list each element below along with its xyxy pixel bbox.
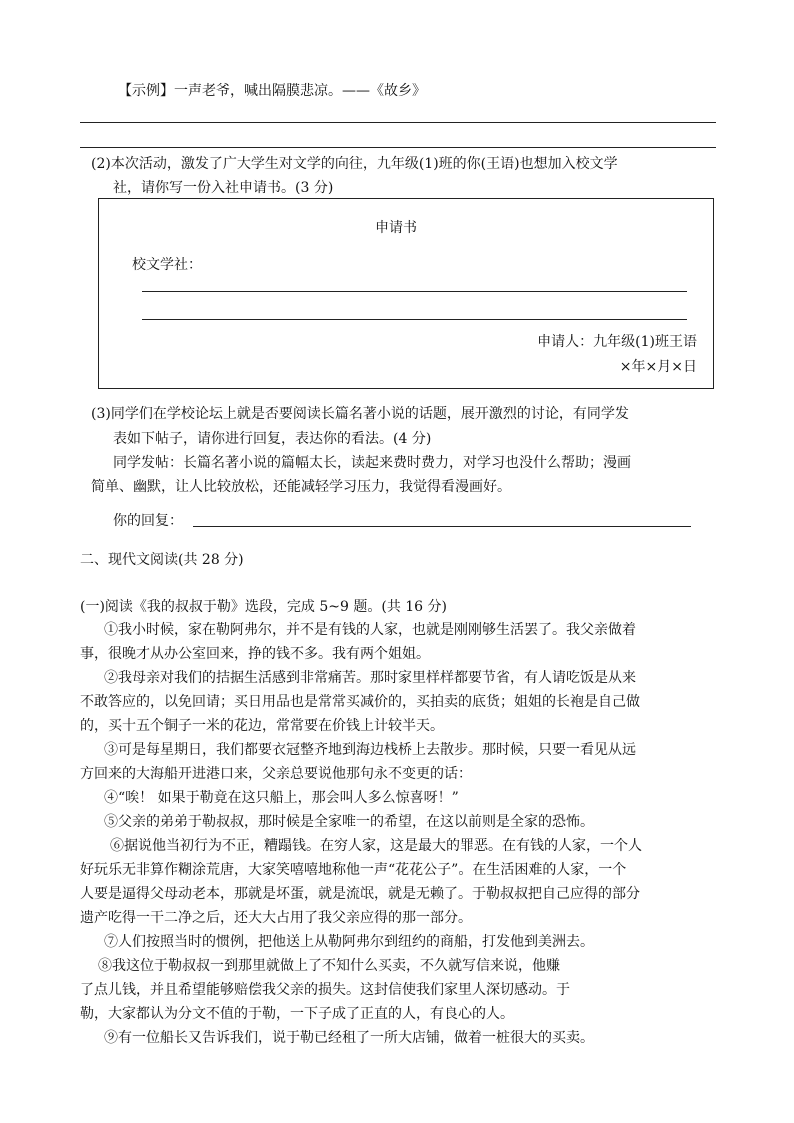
- passage-line: ④“唉！ 如果于勒竟在这只船上，那会叫人多么惊喜呀！”: [104, 790, 459, 806]
- passage-line: 好玩乐无非算作糊涂荒唐，大家笑嘻嘻地称他一声“花花公子”。在生活困难的人家，一个: [80, 862, 627, 878]
- passage-line: ⑨有一位船长又告诉我们，说于勒已经租了一所大店铺，做着一桩很大的买卖。: [104, 1030, 594, 1046]
- q3-line-2: 表如下帖子，请你进行回复，表达你的看法。(4 分): [113, 431, 432, 447]
- letter-date: ×年×月×日: [619, 359, 697, 375]
- q3-post-2: 简单、幽默，让人比较放松，还能减轻学习压力，我觉得看漫画好。: [91, 479, 511, 495]
- q2-line-1: (2)本次活动，激发了广大学生对文学的向往，九年级(1)班的你(王语)也想加入校文学: [91, 156, 618, 172]
- reply-line[interactable]: [193, 526, 691, 527]
- section-2-title: 二、现代文阅读(共 28 分): [80, 552, 244, 568]
- application-letter-box: [98, 198, 714, 389]
- passage-line: 不敢答应的，以免回请；买日用品也是常常买减价的，买拍卖的底货；姐姐的长袍是自己做: [80, 694, 640, 710]
- passage-line: ③可是每星期日，我们都要衣冠整齐地到海边栈桥上去散步。那时候，只要一看见从远: [104, 742, 636, 758]
- letter-title: 申请书: [375, 220, 417, 236]
- passage-line: ⑧我这位于勒叔叔一到那里就做上了不知什么买卖，不久就写信来说，他赚: [98, 958, 560, 974]
- reply-label: 你的回复：: [113, 513, 183, 529]
- reading-intro: (一)阅读《我的叔叔于勒》选段，完成 5~9 题。(共 16 分): [80, 599, 448, 615]
- answer-line-1[interactable]: [80, 122, 716, 123]
- passage-line: 了点儿钱，并且希望能够赔偿我父亲的损失。这封信使我们家里人深切感动。于: [80, 982, 570, 998]
- passage-line: ⑥据说他当初行为不正，糟蹋钱。在穷人家，这是最大的罪恶。在有钱的人家，一个人: [110, 838, 642, 854]
- letter-body-line-2[interactable]: [142, 319, 687, 320]
- letter-body-line-1[interactable]: [142, 291, 687, 292]
- passage-line: 事，很晚才从办公室回来，挣的钱不多。我有两个姐姐。: [80, 646, 430, 662]
- passage-line: 人要是逼得父母动老本，那就是坏蛋，就是流氓，就是无赖了。于勒叔叔把自己应得的部分: [80, 886, 640, 902]
- q2-line-2: 社，请你写一份入社申请书。(3 分): [113, 180, 334, 196]
- passage-line: ②我母亲对我们的拮据生活感到非常痛苦。那时家里样样都要节省，有人请吃饭是从来: [104, 670, 636, 686]
- passage-line: ①我小时候，家在勒阿弗尔，并不是有钱的人家，也就是刚刚够生活罢了。我父亲做着: [104, 622, 636, 638]
- passage-line: 遗产吃得一干二净之后，还大大占用了我父亲应得的那一部分。: [80, 910, 472, 926]
- passage-line: 的，买十五个铜子一米的花边，常常要在价钱上计较半天。: [80, 718, 444, 734]
- passage-line: 方回来的大海船开进港口来，父亲总要说他那句永不变更的话：: [80, 766, 472, 782]
- passage-line: ⑤父亲的弟弟于勒叔叔，那时候是全家唯一的希望，在这以前则是全家的恐怖。: [104, 814, 594, 830]
- letter-salutation: 校文学社：: [132, 257, 202, 273]
- example-line: 【示例】一声老爷，喊出隔膜悲凉。——《故乡》: [118, 83, 426, 99]
- answer-line-2[interactable]: [80, 147, 716, 148]
- q3-post-1: 同学发帖：长篇名著小说的篇幅太长，读起来费时费力，对学习也没什么帮助；漫画: [113, 455, 631, 471]
- q3-line-1: (3)同学们在学校论坛上就是否要阅读长篇名著小说的话题，展开激烈的讨论，有同学发: [91, 406, 629, 422]
- letter-applicant: 申请人：九年级(1)班王语: [537, 334, 697, 350]
- passage-line: 勒，大家都认为分文不值的于勒，一下子成了正直的人，有良心的人。: [80, 1006, 514, 1022]
- passage-line: ⑦人们按照当时的惯例，把他送上从勒阿弗尔到纽约的商船，打发他到美洲去。: [104, 934, 594, 950]
